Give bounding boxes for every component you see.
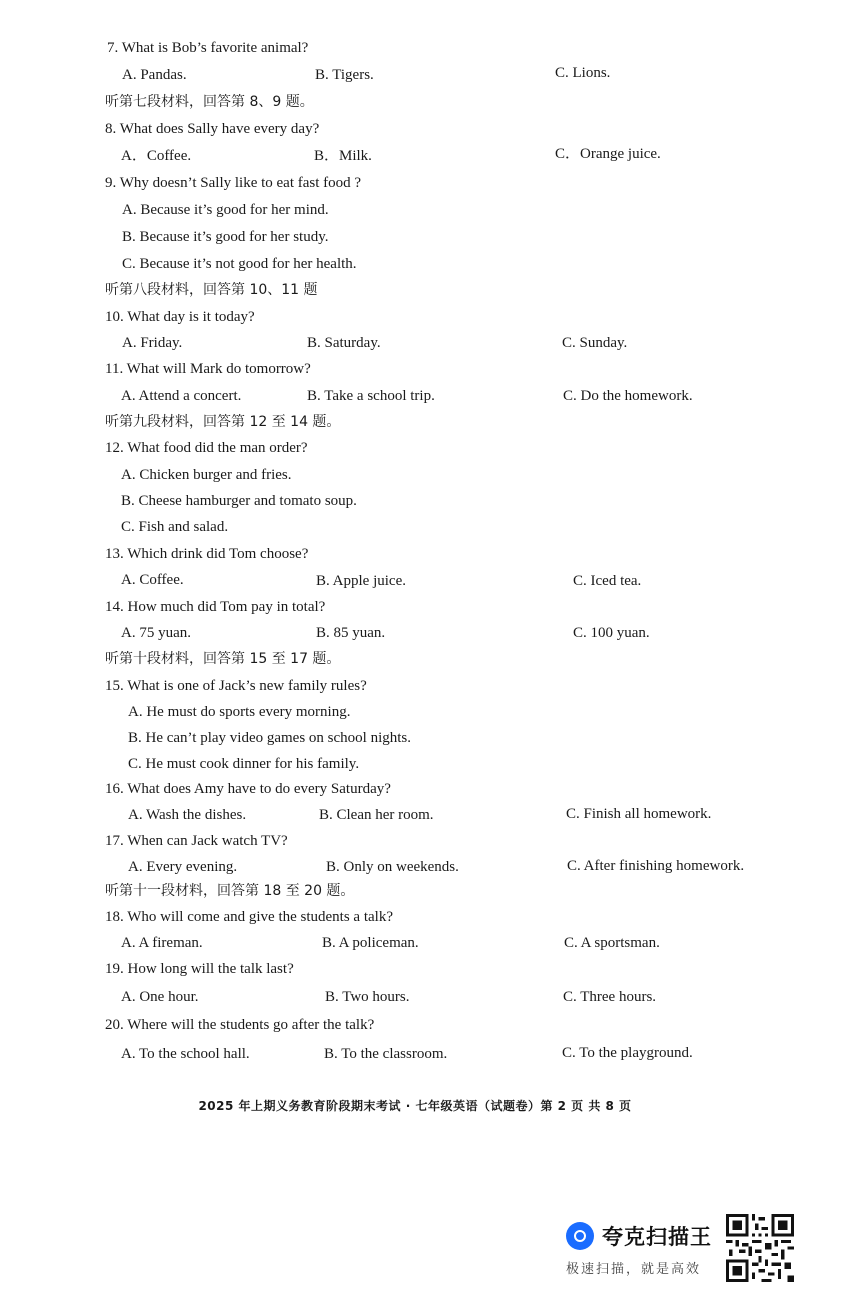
q11-option-b: B. Take a school trip. [307,388,435,404]
page-footer: 2025 年上期义务教育阶段期末考试 · 七年级英语（试题卷）第 2 页 共 8 页 [198,1099,632,1113]
q15-option-a: A. He must do sports every morning. [128,704,351,720]
q20-option-b: B. To the classroom. [324,1046,448,1062]
q10-option-b: B. Saturday. [307,335,381,351]
q8-option-a: A．Coffee. [121,148,192,164]
question-9: 9. Why doesn’t Sally like to eat fast food ? [105,175,362,191]
section-7-instruction: 听第七段材料，回答第 8、9 题。 [105,94,314,110]
q14-option-c: C. 100 yuan. [573,625,650,641]
question-8: 8. What does Sally have every day? [105,121,320,137]
question-7: 7. What is Bob’s favorite animal? [107,40,309,56]
q12-option-a: A. Chicken burger and fries. [121,467,292,483]
q7-option-b: B. Tigers. [315,67,374,83]
scanner-brand-name: 夸克扫描王 [602,1225,712,1249]
q18-option-a: A. A fireman. [121,935,203,951]
question-18: 18. Who will come and give the students a talk? [105,909,393,925]
q19-option-b: B. Two hours. [325,989,410,1005]
question-16: 16. What does Amy have to do every Saturday? [105,781,391,797]
scanner-slogan: 极速扫描，就是高效 [566,1262,702,1277]
scanner-watermark [566,1220,721,1280]
question-17: 17. When can Jack watch TV? [105,833,288,849]
q9-option-a: A. Because it’s good for her mind. [122,202,329,218]
q7-option-c: C. Lions. [555,65,611,81]
q16-option-c: C. Finish all homework. [566,806,712,822]
section-8-instruction: 听第八段材料，回答第 10、11 题 [105,282,318,298]
q10-option-a: A. Friday. [122,335,183,351]
qr-code-icon [726,1214,794,1282]
q18-option-c: C. A sportsman. [564,935,660,951]
q12-option-c: C. Fish and salad. [121,519,229,535]
q13-option-c: C. Iced tea. [573,573,642,589]
section-10-instruction: 听第十段材料，回答第 15 至 17 题。 [105,651,341,667]
q7-option-a: A. Pandas. [122,67,187,83]
q15-option-b: B. He can’t play video games on school nights. [128,730,412,746]
q16-option-a: A. Wash the dishes. [128,807,247,823]
q8-option-b: B．Milk. [314,148,372,164]
q20-option-a: A. To the school hall. [121,1046,250,1062]
q19-option-a: A. One hour. [121,989,199,1005]
q14-option-b: B. 85 yuan. [316,625,386,641]
q11-option-c: C. Do the homework. [563,388,693,404]
q18-option-b: B. A policeman. [322,935,419,951]
q11-option-a: A. Attend a concert. [121,388,242,404]
question-20: 20. Where will the students go after the talk? [105,1017,375,1033]
question-15: 15. What is one of Jack’s new family rules? [105,678,367,694]
q17-option-b: B. Only on weekends. [326,859,459,875]
quark-logo-icon [566,1222,594,1250]
section-9-instruction: 听第九段材料，回答第 12 至 14 题。 [105,414,341,430]
q10-option-c: C. Sunday. [562,335,628,351]
question-14: 14. How much did Tom pay in total? [105,599,326,615]
q17-option-c: C. After finishing homework. [567,858,745,874]
q15-option-c: C. He must cook dinner for his family. [128,756,360,772]
q9-option-c: C. Because it’s not good for her health. [122,256,357,272]
q12-option-b: B. Cheese hamburger and tomato soup. [121,493,357,509]
q13-option-b: B. Apple juice. [316,573,406,589]
section-11-instruction: 听第十一段材料，回答第 18 至 20 题。 [105,883,355,899]
q8-option-c: C．Orange juice. [555,146,661,162]
q19-option-c: C. Three hours. [563,989,657,1005]
q20-option-c: C. To the playground. [562,1045,693,1061]
question-12: 12. What food did the man order? [105,440,308,456]
question-19: 19. How long will the talk last? [105,961,294,977]
q13-option-a: A. Coffee. [121,572,184,588]
question-13: 13. Which drink did Tom choose? [105,546,309,562]
question-10: 10. What day is it today? [105,309,255,325]
q16-option-b: B. Clean her room. [319,807,434,823]
q17-option-a: A. Every evening. [128,859,238,875]
question-11: 11. What will Mark do tomorrow? [105,361,311,377]
q14-option-a: A. 75 yuan. [121,625,191,641]
q9-option-b: B. Because it’s good for her study. [122,229,329,245]
